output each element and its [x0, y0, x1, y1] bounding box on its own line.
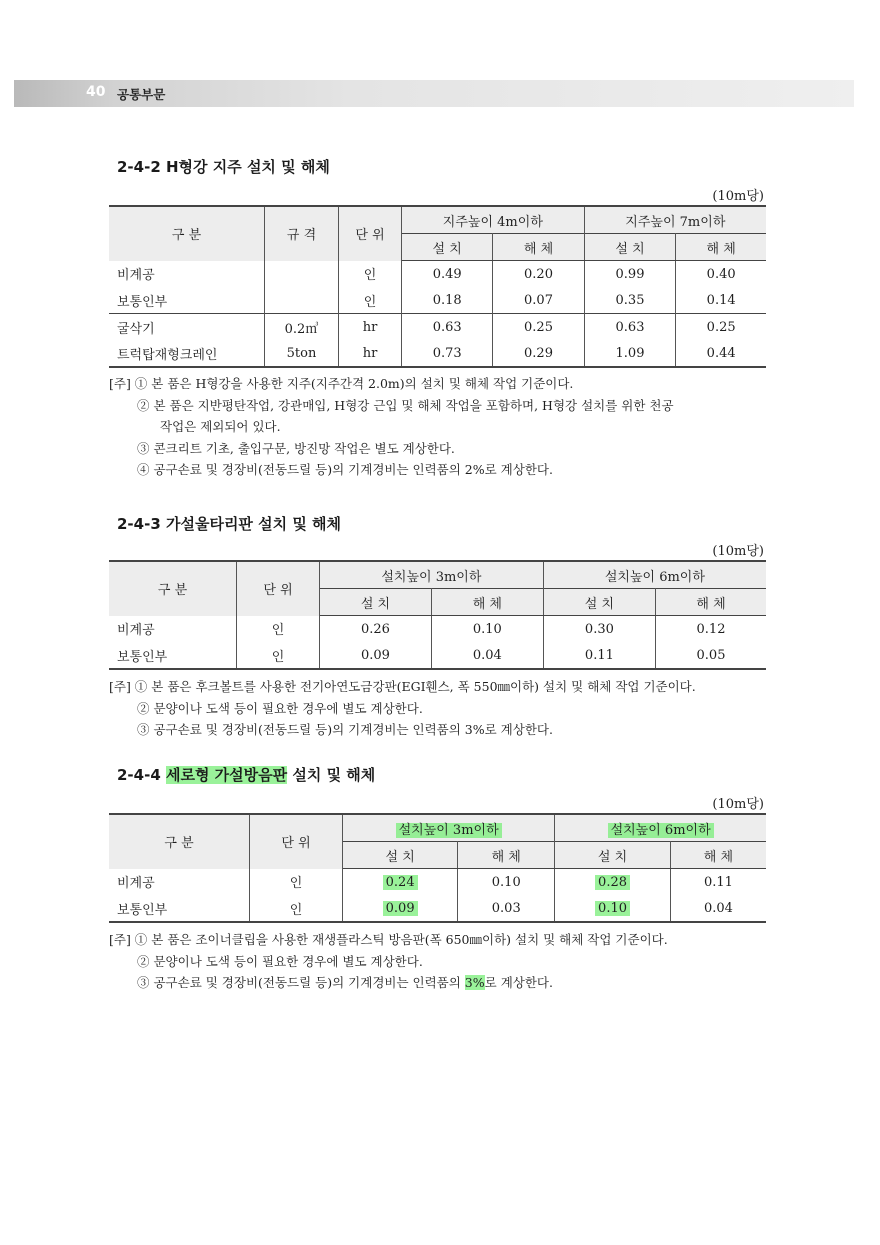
cell-value: 0.29 — [493, 340, 584, 367]
cell-value: 0.11 — [543, 642, 655, 669]
row-name: 트럭탑재형크레인 — [109, 340, 265, 367]
note-line: ② 문양이나 도색 등이 필요한 경우에 별도 계상한다. — [137, 953, 423, 969]
header-group-3m: 설치높이 3m이하 — [320, 561, 544, 589]
table-row — [109, 616, 766, 643]
row-unit: 인 — [339, 261, 402, 288]
cell-value — [343, 869, 458, 896]
running-section-title: 공통부문 — [117, 87, 166, 102]
cell-value — [555, 869, 671, 896]
cell-value: 0.99 — [584, 261, 676, 288]
page-number: 40 — [86, 84, 106, 100]
header-spec: 규 격 — [265, 206, 339, 261]
cell-value: 0.18 — [402, 287, 493, 314]
note-line: ③ 콘크리트 기초, 출입구문, 방진망 작업은 별도 계상한다. — [137, 440, 455, 456]
header-install: 설 치 — [320, 589, 432, 616]
row-unit: 인 — [339, 287, 402, 314]
cell-value: 0.07 — [493, 287, 584, 314]
row-name: 비계공 — [109, 616, 237, 643]
cell-value: 0.03 — [458, 895, 555, 922]
row-name: 굴삭기 — [109, 314, 265, 341]
row-name: 보통인부 — [109, 642, 237, 669]
cell-value: 0.26 — [320, 616, 432, 643]
highlight-mark: 0.28 — [595, 875, 630, 890]
cell-value — [555, 895, 671, 922]
row-name: 보통인부 — [109, 895, 250, 922]
cell-value: 0.14 — [676, 287, 766, 314]
row-spec: 5ton — [265, 340, 339, 367]
header-install: 설 치 — [543, 589, 655, 616]
header-group-6m — [555, 814, 766, 842]
note-line: ② 문양이나 도색 등이 필요한 경우에 별도 계상한다. — [137, 700, 423, 716]
section-title-2-4-4 — [117, 764, 375, 785]
row-unit: hr — [339, 340, 402, 367]
cell-value: 0.44 — [676, 340, 766, 367]
highlight-mark: 0.10 — [595, 901, 630, 916]
note-line: ② 본 품은 지반평탄작업, 강관매입, H형강 근입 및 해체 작업을 포함하며, H형강 설치를 위한 천공 — [137, 397, 674, 413]
row-unit: hr — [339, 314, 402, 341]
row-unit: 인 — [237, 616, 320, 643]
row-name: 비계공 — [109, 261, 265, 288]
notes-2-4-3 — [109, 676, 696, 741]
header-install: 설 치 — [402, 234, 493, 261]
header-remove: 해 체 — [458, 842, 555, 869]
highlight-mark: 3% — [464, 975, 485, 990]
highlight-mark: 0.24 — [383, 875, 418, 890]
header-group-4m: 지주높이 4m이하 — [402, 206, 585, 234]
cell-value: 0.73 — [402, 340, 493, 367]
unit-label: (10m당) — [712, 189, 764, 204]
cell-value: 0.20 — [493, 261, 584, 288]
header-remove: 해 체 — [670, 842, 766, 869]
row-unit: 인 — [250, 869, 343, 896]
cell-value: 0.10 — [431, 616, 543, 643]
cell-value: 0.10 — [458, 869, 555, 896]
header-group-3m — [343, 814, 555, 842]
table-row — [109, 340, 766, 367]
cell-value: 0.11 — [670, 869, 766, 896]
row-unit: 인 — [237, 642, 320, 669]
header-install: 설 치 — [584, 234, 676, 261]
header-category: 구 분 — [109, 561, 237, 616]
note-line: ③ 공구손료 및 경장비(전동드릴 등)의 기계경비는 인력품의 3%로 계상한다. — [137, 722, 553, 737]
header-install: 설 치 — [555, 842, 671, 869]
notes-2-4-4 — [109, 929, 668, 994]
highlight-mark: 0.09 — [383, 901, 418, 916]
highlight-mark: 설치높이 6m이하 — [608, 823, 714, 838]
row-name: 보통인부 — [109, 287, 265, 314]
notes-2-4-2 — [109, 373, 674, 481]
cell-value: 0.04 — [431, 642, 543, 669]
header-group-7m: 지주높이 7m이하 — [584, 206, 766, 234]
cell-value: 0.49 — [402, 261, 493, 288]
row-spec — [265, 261, 339, 288]
title-number: 2-4-4 — [117, 766, 166, 784]
header-unit: 단 위 — [339, 206, 402, 261]
note-line: ④ 공구손료 및 경장비(전동드릴 등)의 기계경비는 인력품의 2%로 계상한다. — [137, 462, 553, 477]
header-category: 구 분 — [109, 814, 250, 869]
cell-value: 0.30 — [543, 616, 655, 643]
header-category: 구 분 — [109, 206, 265, 261]
fence-panel-table — [109, 560, 766, 670]
cell-value — [343, 895, 458, 922]
table-row — [109, 261, 766, 288]
header-install: 설 치 — [343, 842, 458, 869]
cell-value: 0.12 — [656, 616, 766, 643]
section-title-2-4-2: 2-4-2 H형강 지주 설치 및 해체 — [117, 158, 330, 176]
table-row — [109, 895, 766, 922]
table-row — [109, 642, 766, 669]
cell-value: 0.09 — [320, 642, 432, 669]
cell-value: 0.40 — [676, 261, 766, 288]
row-spec — [265, 287, 339, 314]
header-unit: 단 위 — [237, 561, 320, 616]
header-remove: 해 체 — [493, 234, 584, 261]
table-row — [109, 314, 766, 341]
section-title-2-4-3: 2-4-3 가설울타리판 설치 및 해체 — [117, 515, 342, 533]
sound-barrier-table — [109, 813, 766, 923]
row-unit: 인 — [250, 895, 343, 922]
header-group-6m: 설치높이 6m이하 — [543, 561, 766, 589]
cell-value: 0.63 — [402, 314, 493, 341]
cell-value: 1.09 — [584, 340, 676, 367]
note-line — [109, 972, 668, 994]
highlight-mark: 설치높이 3m이하 — [396, 823, 502, 838]
note-line: [주] ① 본 품은 H형강을 사용한 지주(지주간격 2.0m)의 설치 및 해체 작업 기준이다. — [109, 376, 574, 391]
header-unit: 단 위 — [250, 814, 343, 869]
note-line: [주] ① 본 품은 조이너클립을 사용한 재생플라스틱 방음판(폭 650㎜이하) 설치 및 해체 작업 기준이다. — [109, 932, 668, 947]
note-text: ③ 공구손료 및 경장비(전동드릴 등)의 기계경비는 인력품의 — [137, 975, 465, 990]
header-remove: 해 체 — [431, 589, 543, 616]
header-remove: 해 체 — [656, 589, 766, 616]
unit-label: (10m당) — [712, 544, 764, 559]
note-text: 로 계상한다. — [484, 975, 553, 990]
unit-label: (10m당) — [712, 797, 764, 812]
cell-value: 0.05 — [656, 642, 766, 669]
table-row — [109, 287, 766, 314]
title-highlight: 세로형 가설방음판 — [165, 766, 288, 784]
header-remove: 해 체 — [676, 234, 766, 261]
h-beam-post-table — [109, 205, 766, 368]
cell-value: 0.25 — [676, 314, 766, 341]
row-spec: 0.2㎥ — [265, 314, 339, 341]
cell-value: 0.63 — [584, 314, 676, 341]
note-line: 작업은 제외되어 있다. — [160, 419, 281, 434]
cell-value: 0.35 — [584, 287, 676, 314]
table-row — [109, 869, 766, 896]
cell-value: 0.25 — [493, 314, 584, 341]
row-name: 비계공 — [109, 869, 250, 896]
cell-value: 0.04 — [670, 895, 766, 922]
note-line: [주] ① 본 품은 후크볼트를 사용한 전기아연도금강판(EGI휀스, 폭 550㎜이하) 설치 및 해체 작업 기준이다. — [109, 679, 696, 694]
title-suffix: 설치 및 해체 — [287, 766, 376, 784]
